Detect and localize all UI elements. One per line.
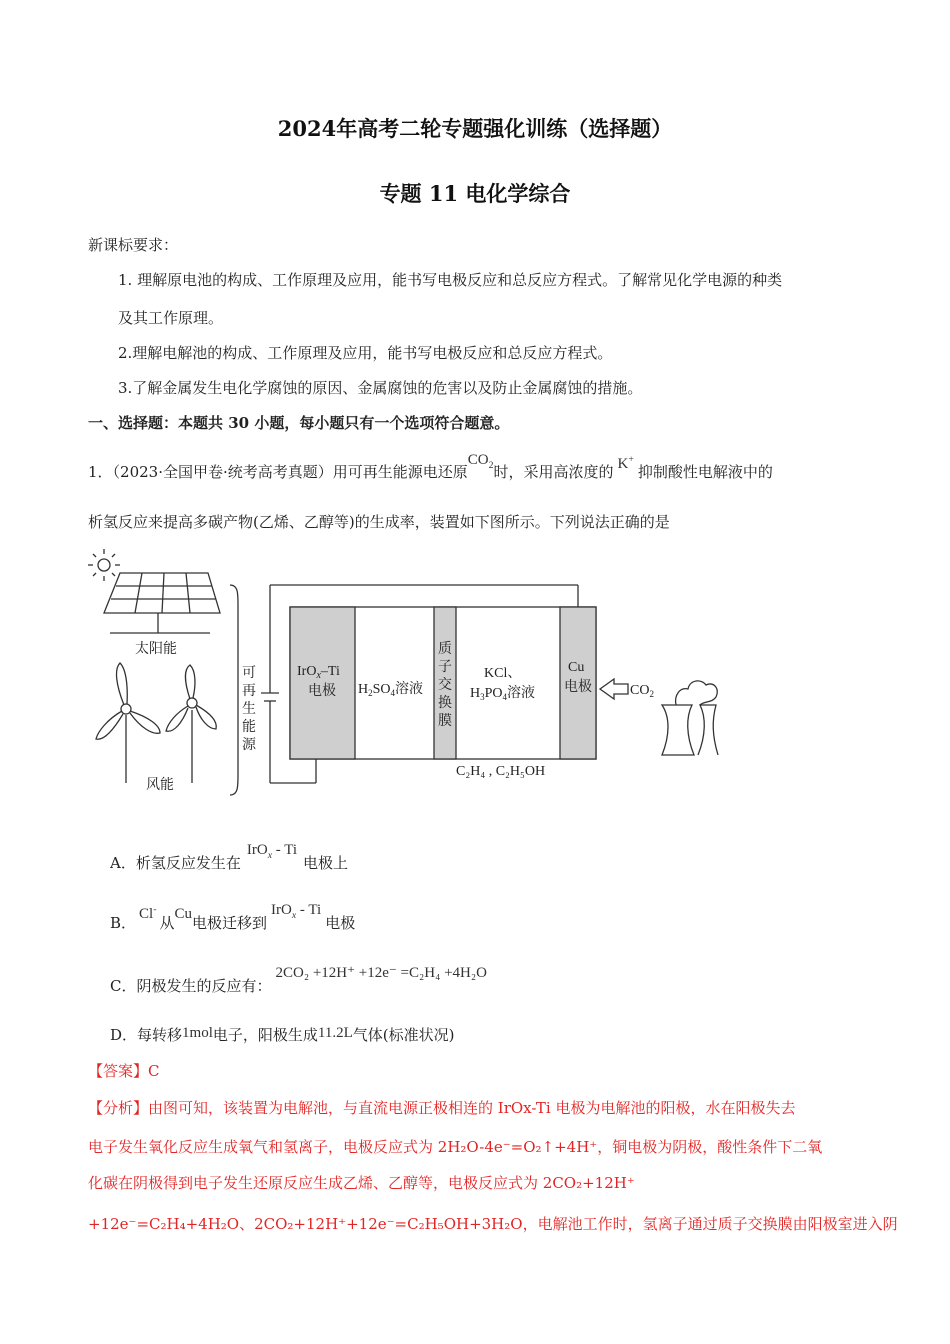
- option-d[interactable]: D．每转移1mol电子，阳极生成11.2L气体(标准状况): [110, 1025, 455, 1044]
- co2-inlet-label: $CO_2$: [630, 683, 654, 699]
- requirement-item: 及其工作原理。: [118, 309, 224, 327]
- svg-text:生: 生: [242, 701, 256, 717]
- answer-label: 【答案】: [88, 1062, 149, 1080]
- option-c[interactable]: C．阴极发生的反应有：2CO₂ +12H⁺ +12e⁻ =C₂H₄ +4H₂O: [110, 965, 487, 995]
- svg-text:能: 能: [242, 719, 256, 735]
- co2-formula: $CO_2$: [467, 452, 494, 471]
- option-d-volume: 11.2L: [317, 1025, 353, 1041]
- requirement-item: 1. 理解原电池的构成、工作原理及应用，能书写电极反应和总反应方程式。了解常见化学电源的种类: [118, 271, 783, 289]
- requirement-item: 2.理解电解池的构成、工作原理及应用，能书写电极反应和总反应方程式。: [118, 344, 613, 362]
- option-b-chloride: Cl-: [139, 904, 157, 922]
- svg-text:膜: 膜: [438, 713, 452, 729]
- analysis-line: 化碳在阴极得到电子发生还原反应生成乙烯、乙醇等，电极反应式为 2CO₂+12H⁺: [88, 1174, 635, 1192]
- question-line-1: [88, 452, 773, 484]
- anode-formula: IrO$_x$–Ti: [297, 664, 340, 681]
- svg-text:换: 换: [438, 695, 452, 711]
- option-d-mol: 1mol: [182, 1025, 213, 1041]
- cathode-formula: Cu: [568, 660, 585, 675]
- option-a[interactable]: A．析氢反应发生在IrO$_x$ - Ti电极上: [110, 842, 349, 872]
- requirement-item: 3.了解金属发生电化学腐蚀的原因、金属腐蚀的危害以及防止金属腐蚀的措施。: [118, 379, 643, 397]
- k-ion: K+: [617, 454, 634, 472]
- source-bracket: [230, 585, 238, 795]
- section-heading: 一、选择题：本题共 30 小题，每小题只有一个选项符合题意。: [88, 414, 510, 432]
- membrane-label: [438, 641, 452, 729]
- question-source: （2023·全国甲卷·统考高考真题）用可再生能源电还原: [112, 463, 468, 481]
- products-label: C₂H₄ , C₂H₅OH: [456, 764, 546, 779]
- anode-label: 电极: [308, 683, 336, 699]
- answer: [88, 1060, 160, 1081]
- analysis-line: 电子发生氧化反应生成氧气和氢离子，电极反应式为 2H₂O-4e⁻=O₂↑+4H⁺，铜电极为阴极，酸性条件下二氧: [88, 1138, 823, 1156]
- option-c-equation: 2CO₂ +12H⁺ +12e⁻ =C₂H₄ +4H₂O: [275, 965, 487, 981]
- question-number: 1．: [88, 463, 113, 481]
- solar-label: 太阳能: [135, 641, 177, 657]
- question-text: 抑制酸性电解液中的: [637, 463, 773, 481]
- svg-text:子: 子: [438, 659, 452, 675]
- catholyte-label-1: KCl、: [484, 666, 522, 681]
- option-b-cu: Cu: [174, 906, 192, 922]
- wind-label: 风能: [146, 777, 174, 793]
- svg-text:再: 再: [242, 683, 256, 699]
- question-text: 时，采用高浓度的: [493, 463, 614, 481]
- catholyte-label-2: $H_3PO_4$溶液: [470, 685, 536, 702]
- answer-value: C: [148, 1062, 160, 1080]
- electrolysis-diagram: [80, 545, 720, 800]
- option-b[interactable]: B． Cl-从Cu电极迁移到IrO$_x$ - Ti电极: [110, 902, 356, 932]
- wind-turbine-icon: [96, 663, 216, 783]
- anolyte-label: $H_2SO_4$溶液: [358, 681, 424, 698]
- sun-icon: [88, 549, 120, 581]
- question-line-2: 析氢反应来提高多碳产物(乙烯、乙醇等)的生成率，装置如下图所示。下列说法正确的是: [88, 513, 670, 531]
- svg-text:质: 质: [438, 641, 452, 657]
- option-a-formula: IrO$_x$ - Ti: [246, 842, 298, 861]
- analysis-line: 【分析】由图可知，该装置为电解池，与直流电源正极相连的 IrOx-Ti 电极为电解池的阳极，水在阳极失去: [88, 1099, 796, 1117]
- page-subtitle: 专题 11 电化学综合: [379, 181, 571, 206]
- svg-text:交: 交: [438, 677, 452, 693]
- option-b-formula: IrO$_x$ - Ti: [271, 902, 322, 921]
- analysis-line: +12e⁻=C₂H₄+4H₂O、2CO₂+12H⁺+12e⁻=C₂H₅OH+3H₂O，电解池工作时，氢离子通过质子交换膜由阳极室进入阴: [88, 1215, 898, 1233]
- co2-inlet-arrow-icon: [600, 679, 628, 699]
- svg-text:源: 源: [242, 737, 256, 753]
- analysis-label: 【分析】: [88, 1099, 149, 1117]
- cathode-label: 电极: [564, 679, 592, 695]
- renewable-label: [242, 665, 257, 753]
- factory-chimney-icon: [662, 681, 718, 755]
- solar-panel-icon: [104, 573, 220, 633]
- requirements-heading: 新课标要求：: [88, 236, 179, 254]
- svg-text:可: 可: [242, 665, 256, 681]
- page-title: 2024年高考二轮专题强化训练（选择题）: [277, 116, 673, 141]
